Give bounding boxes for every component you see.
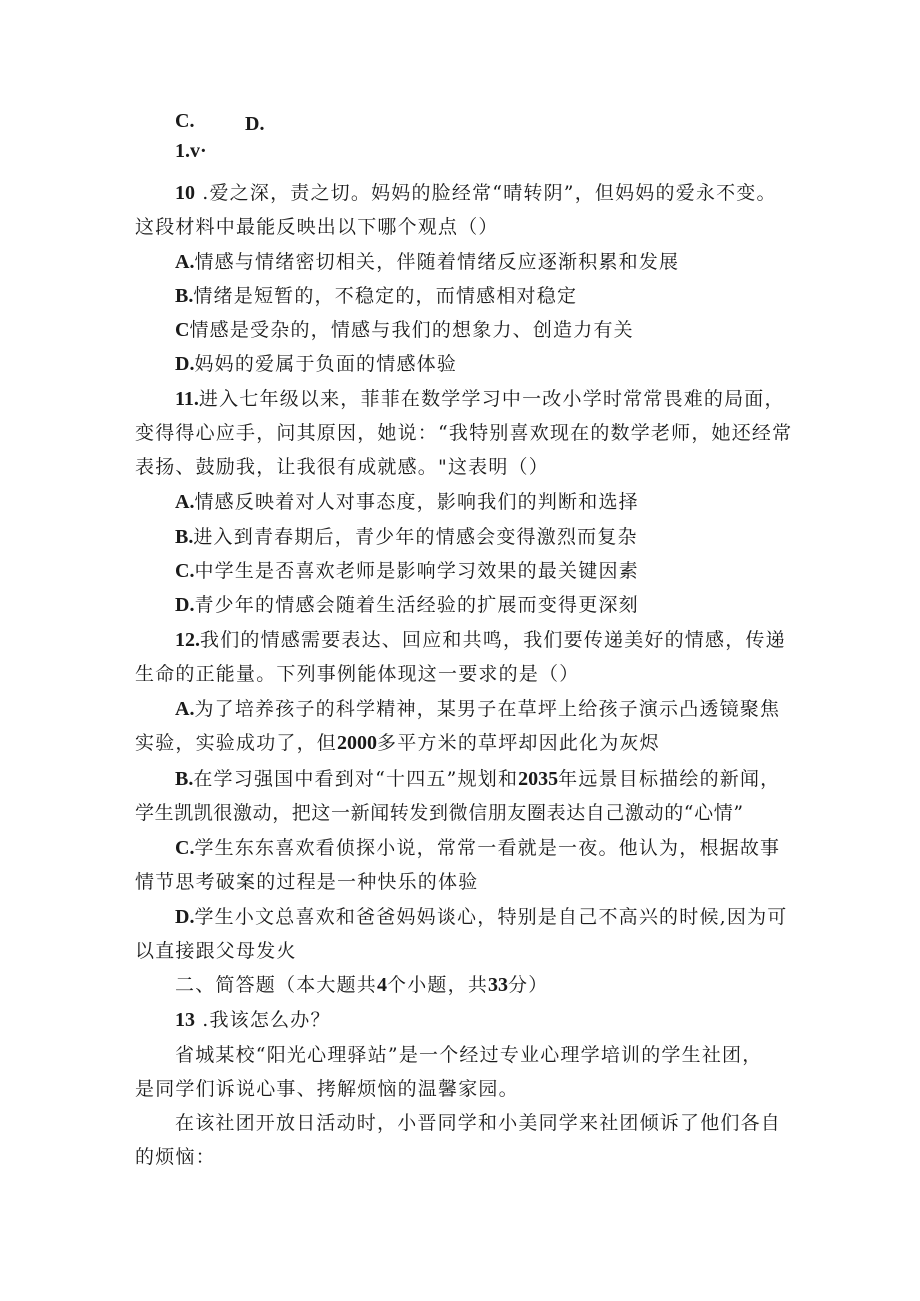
q10-option-c: C情感是受杂的，情感与我们的想象力、创造力有关 (175, 319, 634, 341)
q11-option-d: D.青少年的情感会随着生活经验的扩展而变得更深刻 (175, 594, 639, 616)
q12-option-a-line-2: 实验，实验成功了，但2000多平方米的草坪却因此化为灰烬 (135, 732, 660, 754)
q12-option-b-line-2: 学生凯凯很激动，把这一新闻转发到微信朋友圈表达自己激动的“心情” (135, 802, 744, 824)
q12-option-d-line-1: D.学生小文总喜欢和爸爸妈妈谈心，特别是自己不高兴的时候,因为可 (175, 906, 788, 928)
q13-paragraph-2-line-2: 的烦恼： (135, 1146, 216, 1168)
q10-number: 10 (175, 182, 195, 204)
q10-option-d: D.妈妈的爱属于负面的情感体验 (175, 353, 458, 375)
q12-option-c-line-2: 情节思考破案的过程是一种快乐的体验 (135, 871, 479, 893)
q11-option-b: B.进入到青春期后，青少年的情感会变得激烈而复杂 (175, 526, 638, 548)
q10-option-a: A.情感与情绪密切相关，伴随着情绪反应逐渐积累和发展 (175, 251, 680, 273)
section-2-heading: 二、简答题（本大题共4个小题，共33分） (175, 974, 549, 996)
q12-option-d-line-2: 以直接跟父母发火 (135, 940, 297, 962)
fragment-option-d: D. (245, 113, 265, 135)
q11-option-a: A.情感反映着对人对事态度，影响我们的判断和选择 (175, 491, 639, 513)
q11-number: 11. (175, 388, 199, 410)
q13-number: 13 (175, 1009, 195, 1031)
fragment-note: 1.v· (175, 140, 207, 162)
q12-line-2: 生命的正能量。下列事例能体现这一要求的是（） (135, 663, 580, 685)
q10-line-1 (175, 180, 777, 206)
q13-paragraph-1-line-1: 省城某校“阳光心理驿站”是一个经过专业心理学培训的学生社团， (175, 1044, 763, 1066)
q13-paragraph-2-line-1: 在该社团开放日活动时，小晋同学和小美同学来社团倾诉了他们各自 (175, 1112, 782, 1134)
q10-line-2: 这段材料中最能反映出以下哪个观点（） (135, 216, 499, 238)
q13-title: 13 .我该怎么办？ (175, 1009, 331, 1031)
q11-line-1: 11.进入七年级以来，菲菲在数学学习中一改小学时常常畏难的局面， (175, 388, 785, 410)
q11-line-3: 表扬、鼓励我，让我很有成就感。"这表明（） (135, 456, 549, 478)
q12-number: 12. (175, 629, 200, 651)
q10-option-b: B.情绪是短暂的，不稳定的，而情感相对稳定 (175, 285, 578, 307)
q10-stem-1: .爱之深，责之切。妈妈的脸经常“晴转阴”，但妈妈的爱永不变。 (195, 182, 777, 204)
q12-option-c-line-1: C.学生东东喜欢看侦探小说，常常一看就是一夜。他认为，根据故事 (175, 837, 781, 859)
q12-option-b-line-1: B.在学习强国中看到对“十四五”规划和2035年远景目标描绘的新闻， (175, 768, 781, 790)
q13-paragraph-1-line-2: 是同学们诉说心事、拷解烦恼的温馨家园。 (135, 1078, 519, 1100)
q11-option-c: C.中学生是否喜欢老师是影响学习效果的最关键因素 (175, 560, 639, 582)
q12-line-1: 12.我们的情感需要表达、回应和共鸣，我们要传递美好的情感，传递 (175, 629, 786, 651)
q11-line-2: 变得得心应手，问其原因，她说：“我特别喜欢现在的数学老师，她还经常 (135, 422, 793, 444)
fragment-option-c: C. (175, 110, 195, 132)
q12-option-a-line-1: A.为了培养孩子的科学精神，某男子在草坪上给孩子演示凸透镜聚焦 (175, 698, 781, 720)
